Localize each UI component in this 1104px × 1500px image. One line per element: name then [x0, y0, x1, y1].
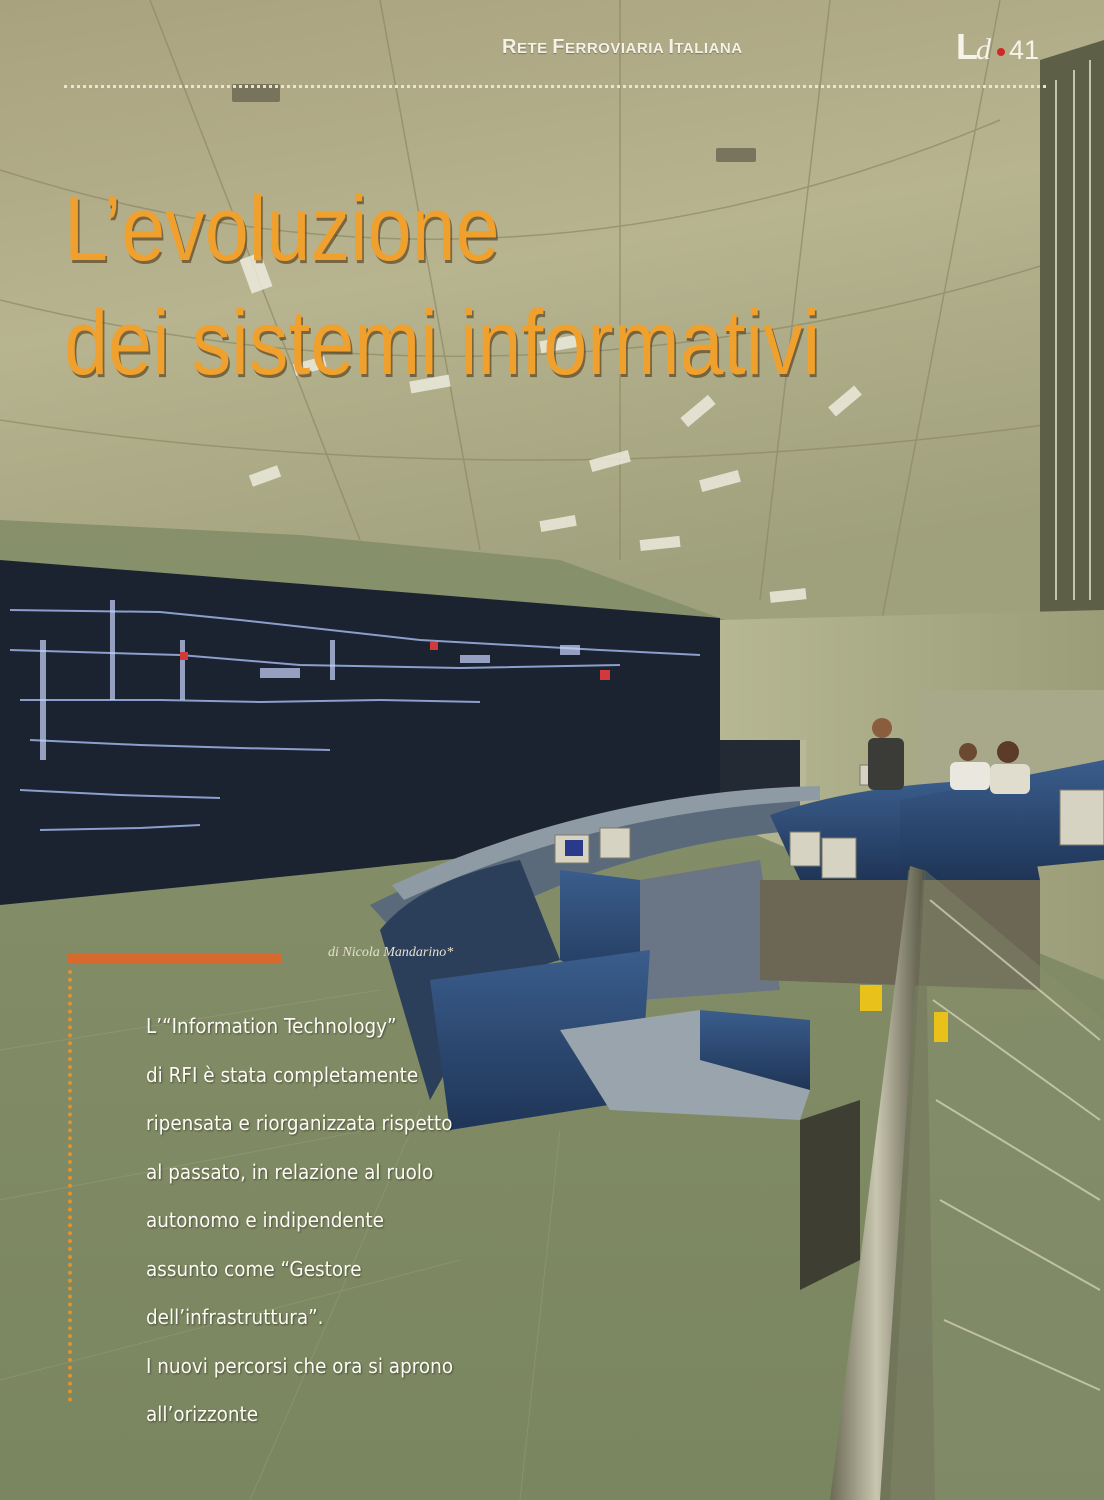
title-line-1: L’evoluzione: [64, 178, 500, 280]
intro-line: assunto come “Gestore: [146, 1256, 362, 1281]
intro-line: ripensata e riorganizzata rispetto: [146, 1111, 453, 1135]
section-initial-r: R: [502, 36, 517, 58]
intro-line: di RFI è stata completamente: [146, 1062, 419, 1087]
intro-line: dell’infrastruttura”.: [146, 1305, 324, 1329]
section-word-rete: ETE: [516, 40, 553, 57]
section-initial-f: F: [552, 36, 566, 58]
red-dot-icon: [997, 48, 1005, 56]
intro-line: all’orizzonte: [146, 1402, 259, 1426]
intro-line: autonomo e indipendente: [146, 1208, 384, 1232]
byline-accent-rule: [68, 954, 282, 964]
header-dotted-rule: [64, 85, 1046, 88]
article-title: [64, 172, 820, 400]
intro-line: L’“Information Technology”: [146, 1014, 397, 1038]
magazine-logo: [956, 26, 1039, 68]
page-number: 41: [1009, 35, 1040, 65]
title-line-2: dei sistemi informativi: [64, 292, 821, 394]
section-title: [502, 36, 743, 59]
logo-letter-l: L: [956, 26, 978, 67]
intro-paragraph: [146, 1002, 551, 1439]
vertical-dotted-rule: [68, 970, 72, 1402]
section-word-italiana: TALIANA: [674, 40, 743, 57]
section-initial-i: I: [668, 36, 675, 58]
intro-line: al passato, in relazione al ruolo: [146, 1159, 434, 1184]
byline: di Nicola Mandarino*: [328, 945, 454, 960]
section-word-ferroviaria: ERROVIARIA: [565, 40, 669, 57]
intro-line: I nuovi percorsi che ora si aprono: [146, 1353, 454, 1378]
logo-letter-d: d: [976, 33, 991, 66]
